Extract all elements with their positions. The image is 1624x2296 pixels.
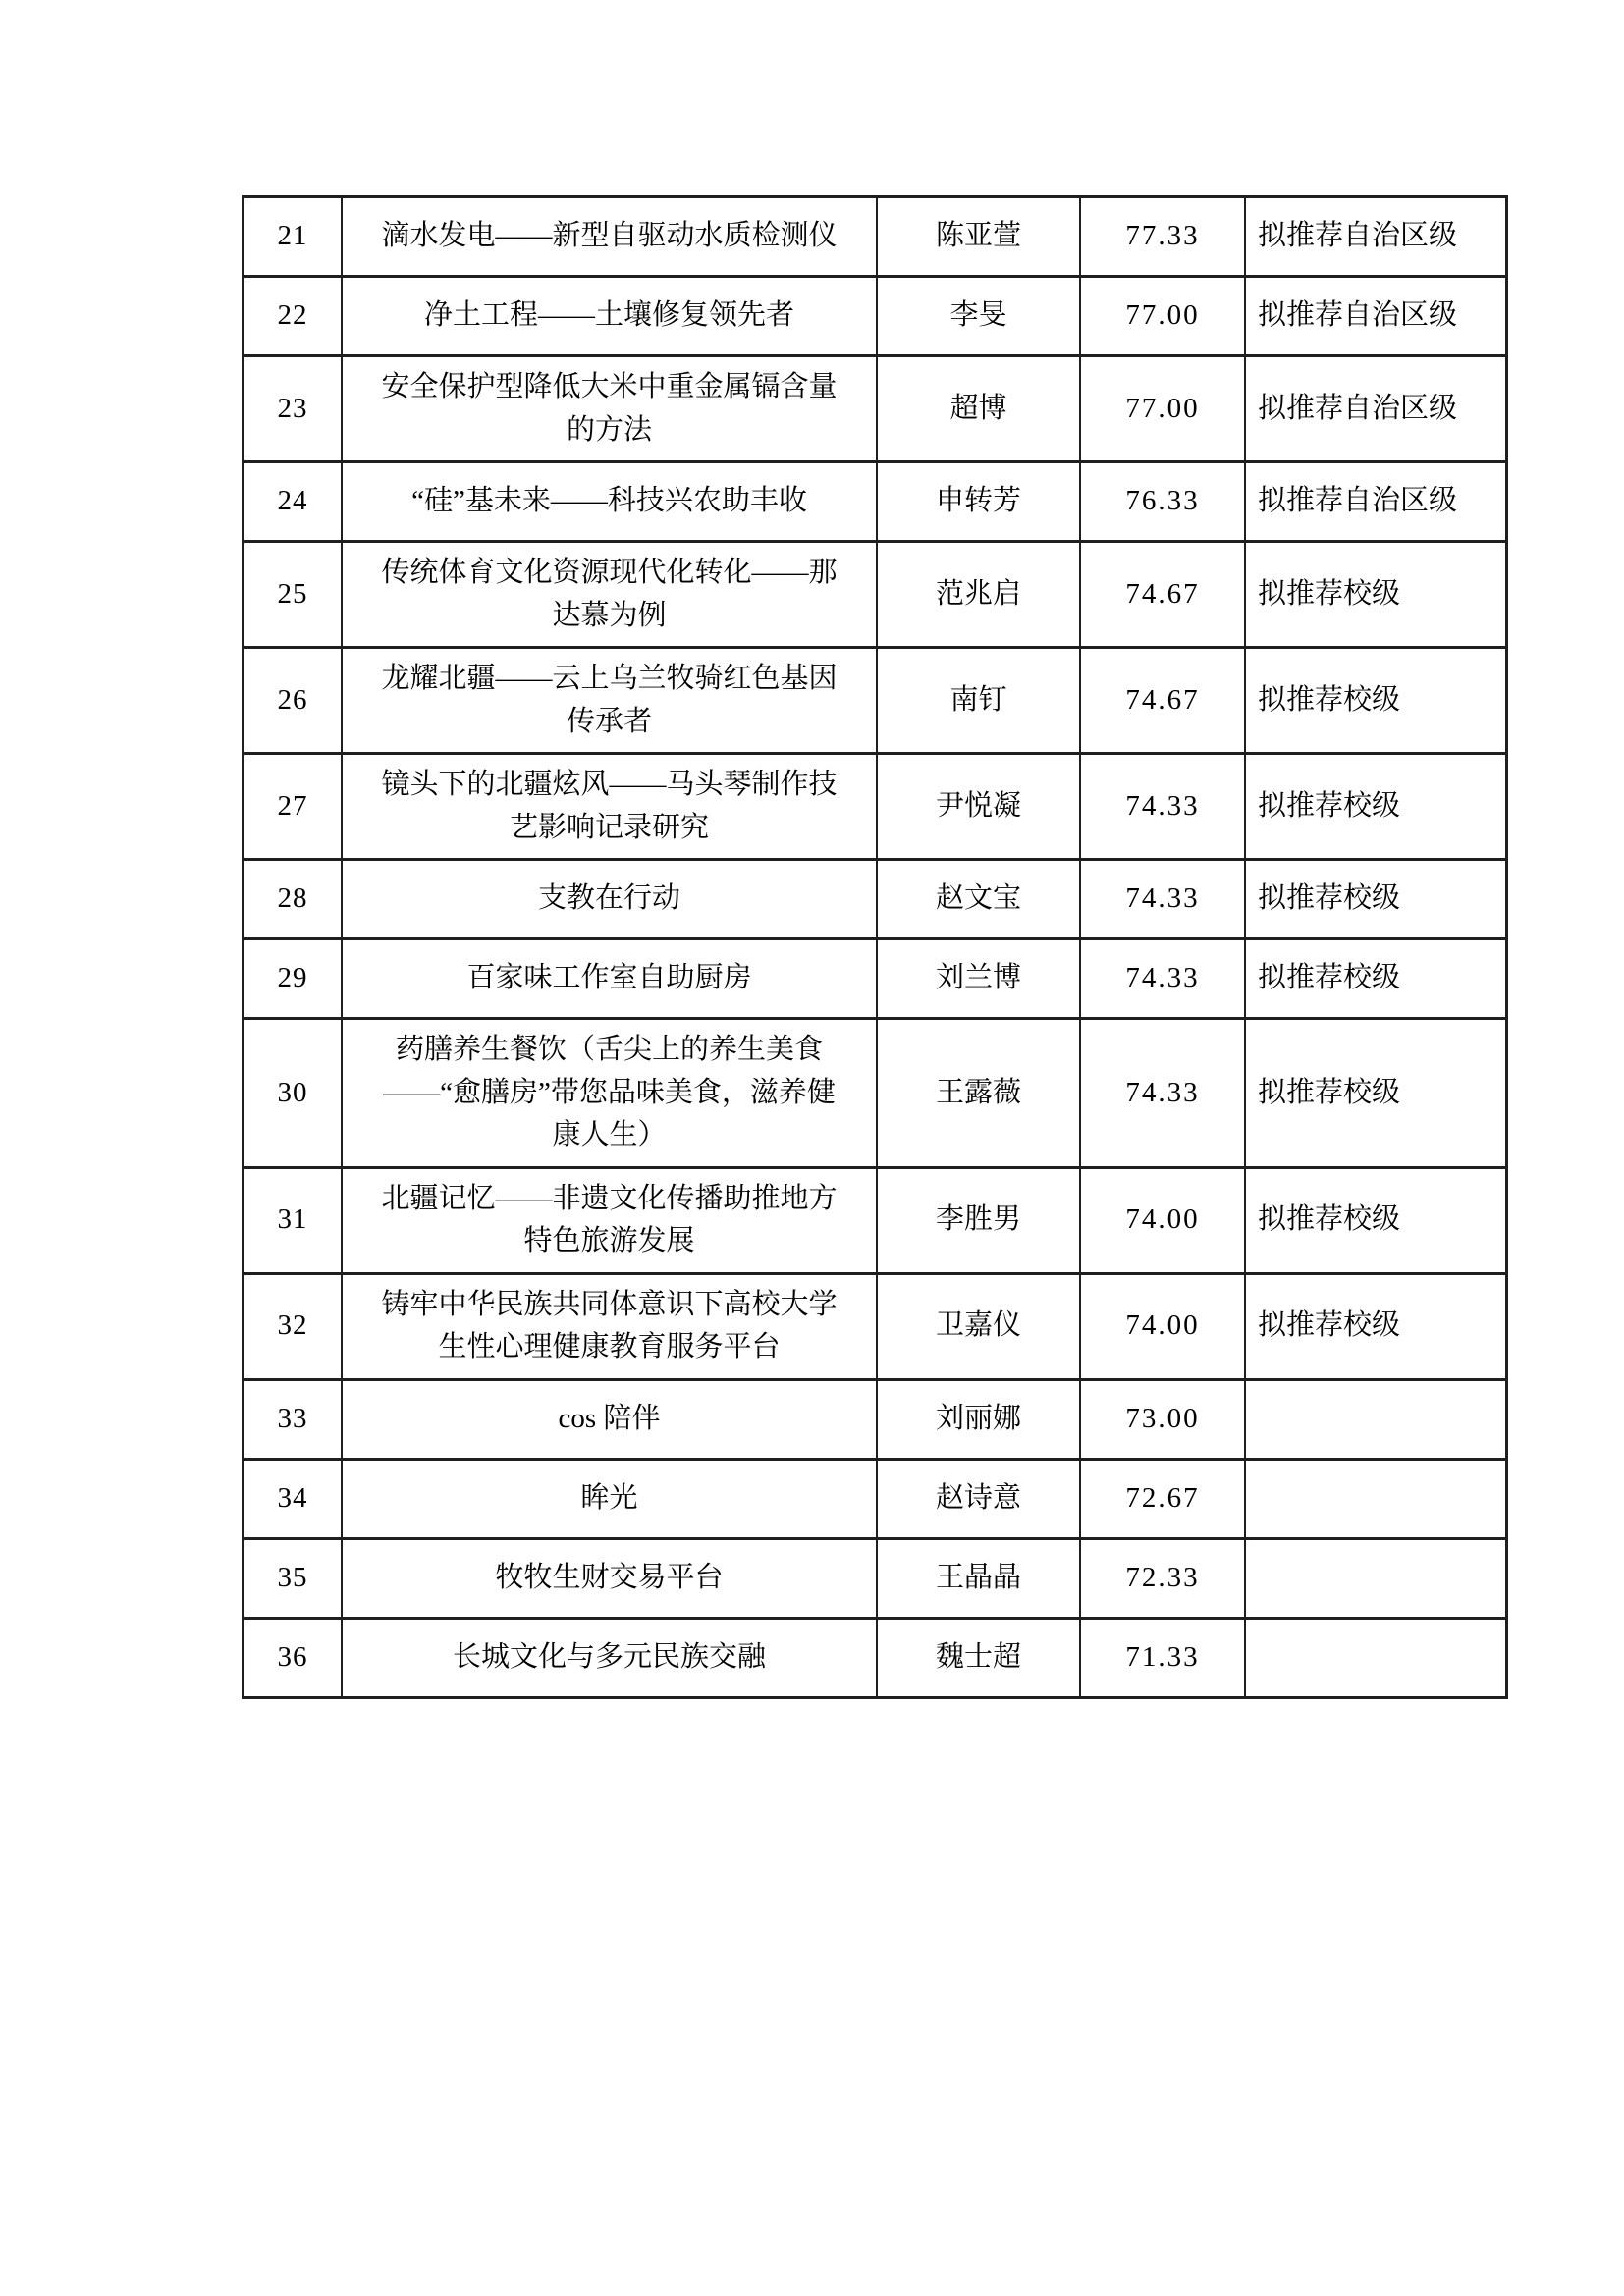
score-cell: 74.33	[1081, 1020, 1246, 1166]
table-row	[244, 1169, 1505, 1275]
recommendation-cell: 拟推荐自治区级	[1258, 485, 1458, 517]
project-title-cell: 药膳养生餐饮（舌尖上的养生美食 ——“愈膳房”带您品味美食，滋养健康人生）	[343, 1020, 878, 1166]
project-title-cell: 铸牢中华民族共同体意识下高校大学生性心理健康教育服务平台	[343, 1275, 878, 1378]
student-name-cell: 刘丽娜	[878, 1381, 1081, 1458]
project-title-cell: 眸光	[343, 1461, 878, 1537]
student-name-cell: 陈亚萱	[878, 198, 1081, 275]
project-title-cell: 传统体育文化资源现代化转化——那达慕为例	[343, 543, 878, 646]
table-row	[244, 463, 1505, 543]
student-name-cell: 卫嘉仪	[878, 1275, 1081, 1378]
recommendation-cell: 拟推荐校级	[1258, 1203, 1401, 1236]
project-title-cell: 镜头下的北疆炫风——马头琴制作技艺影响记录研究	[343, 755, 878, 858]
score-cell: 77.00	[1081, 278, 1246, 354]
student-name-cell: 王露薇	[878, 1020, 1081, 1166]
table-row	[244, 278, 1505, 357]
project-title-cell: 龙耀北疆——云上乌兰牧骑红色基因传承者	[343, 649, 878, 752]
table-row	[244, 940, 1505, 1020]
table-row	[244, 1275, 1505, 1381]
row-number-cell: 21	[244, 198, 343, 275]
recommendation-cell	[1246, 1620, 1505, 1696]
table-row	[244, 1540, 1505, 1620]
score-cell: 72.33	[1081, 1540, 1246, 1617]
project-title-cell: 牧牧生财交易平台	[343, 1540, 878, 1617]
student-name-cell: 魏士超	[878, 1620, 1081, 1696]
score-cell: 76.33	[1081, 463, 1246, 540]
table-row	[244, 543, 1505, 649]
results-table	[242, 195, 1508, 1699]
score-cell: 74.00	[1081, 1169, 1246, 1272]
row-number-cell: 26	[244, 649, 343, 752]
recommendation-cell: 拟推荐校级	[1258, 577, 1401, 610]
table-row	[244, 861, 1505, 940]
score-cell: 77.33	[1081, 198, 1246, 275]
table-row	[244, 1620, 1505, 1696]
row-number-cell: 32	[244, 1275, 343, 1378]
row-number-cell: 34	[244, 1461, 343, 1537]
project-title-cell: 安全保护型降低大米中重金属镉含量的方法	[343, 357, 878, 460]
recommendation-cell: 拟推荐校级	[1258, 962, 1401, 994]
project-title-cell: 支教在行动	[343, 861, 878, 937]
row-number-cell: 36	[244, 1620, 343, 1696]
recommendation-cell: 拟推荐校级	[1258, 882, 1401, 915]
project-title-cell: 北疆记忆——非遗文化传播助推地方特色旅游发展	[343, 1169, 878, 1272]
student-name-cell: 尹悦凝	[878, 755, 1081, 858]
recommendation-cell: 拟推荐自治区级	[1258, 299, 1458, 332]
row-number-cell: 23	[244, 357, 343, 460]
project-title-cell: 百家味工作室自助厨房	[343, 940, 878, 1017]
project-title-cell: 净土工程——土壤修复领先者	[343, 278, 878, 354]
row-number-cell: 30	[244, 1020, 343, 1166]
project-title-cell: cos 陪伴	[343, 1381, 878, 1458]
score-cell: 74.67	[1081, 649, 1246, 752]
table-row	[244, 1461, 1505, 1540]
table-row	[244, 1381, 1505, 1461]
recommendation-cell: 拟推荐自治区级	[1258, 220, 1458, 252]
row-number-cell: 31	[244, 1169, 343, 1272]
student-name-cell: 李胜男	[878, 1169, 1081, 1272]
table-row	[244, 755, 1505, 861]
student-name-cell: 申转芳	[878, 463, 1081, 540]
score-cell: 73.00	[1081, 1381, 1246, 1458]
score-cell: 74.33	[1081, 861, 1246, 937]
recommendation-cell: 拟推荐自治区级	[1258, 392, 1458, 424]
score-cell: 74.33	[1081, 940, 1246, 1017]
table-row	[244, 1020, 1505, 1169]
score-cell: 74.33	[1081, 755, 1246, 858]
recommendation-cell	[1246, 1461, 1505, 1537]
recommendation-cell	[1246, 1381, 1505, 1458]
row-number-cell: 22	[244, 278, 343, 354]
table-row	[244, 649, 1505, 755]
score-cell: 72.67	[1081, 1461, 1246, 1537]
student-name-cell: 刘兰博	[878, 940, 1081, 1017]
score-cell: 71.33	[1081, 1620, 1246, 1696]
project-title-cell: “硅”基未来——科技兴农助丰收	[343, 463, 878, 540]
project-title-cell: 长城文化与多元民族交融	[343, 1620, 878, 1696]
row-number-cell: 24	[244, 463, 343, 540]
student-name-cell: 南钉	[878, 649, 1081, 752]
recommendation-cell: 拟推荐校级	[1258, 789, 1401, 822]
project-title-cell: 滴水发电——新型自驱动水质检测仪	[343, 198, 878, 275]
table-row	[244, 357, 1505, 463]
student-name-cell: 李旻	[878, 278, 1081, 354]
student-name-cell: 赵诗意	[878, 1461, 1081, 1537]
row-number-cell: 25	[244, 543, 343, 646]
score-cell: 77.00	[1081, 357, 1246, 460]
table-row	[244, 198, 1505, 278]
recommendation-cell: 拟推荐校级	[1258, 1076, 1401, 1108]
student-name-cell: 超博	[878, 357, 1081, 460]
student-name-cell: 范兆启	[878, 543, 1081, 646]
recommendation-cell	[1246, 1540, 1505, 1617]
student-name-cell: 赵文宝	[878, 861, 1081, 937]
row-number-cell: 35	[244, 1540, 343, 1617]
row-number-cell: 28	[244, 861, 343, 937]
row-number-cell: 29	[244, 940, 343, 1017]
student-name-cell: 王晶晶	[878, 1540, 1081, 1617]
row-number-cell: 33	[244, 1381, 343, 1458]
row-number-cell: 27	[244, 755, 343, 858]
score-cell: 74.67	[1081, 543, 1246, 646]
score-cell: 74.00	[1081, 1275, 1246, 1378]
recommendation-cell: 拟推荐校级	[1258, 683, 1401, 716]
recommendation-cell: 拟推荐校级	[1258, 1309, 1401, 1342]
